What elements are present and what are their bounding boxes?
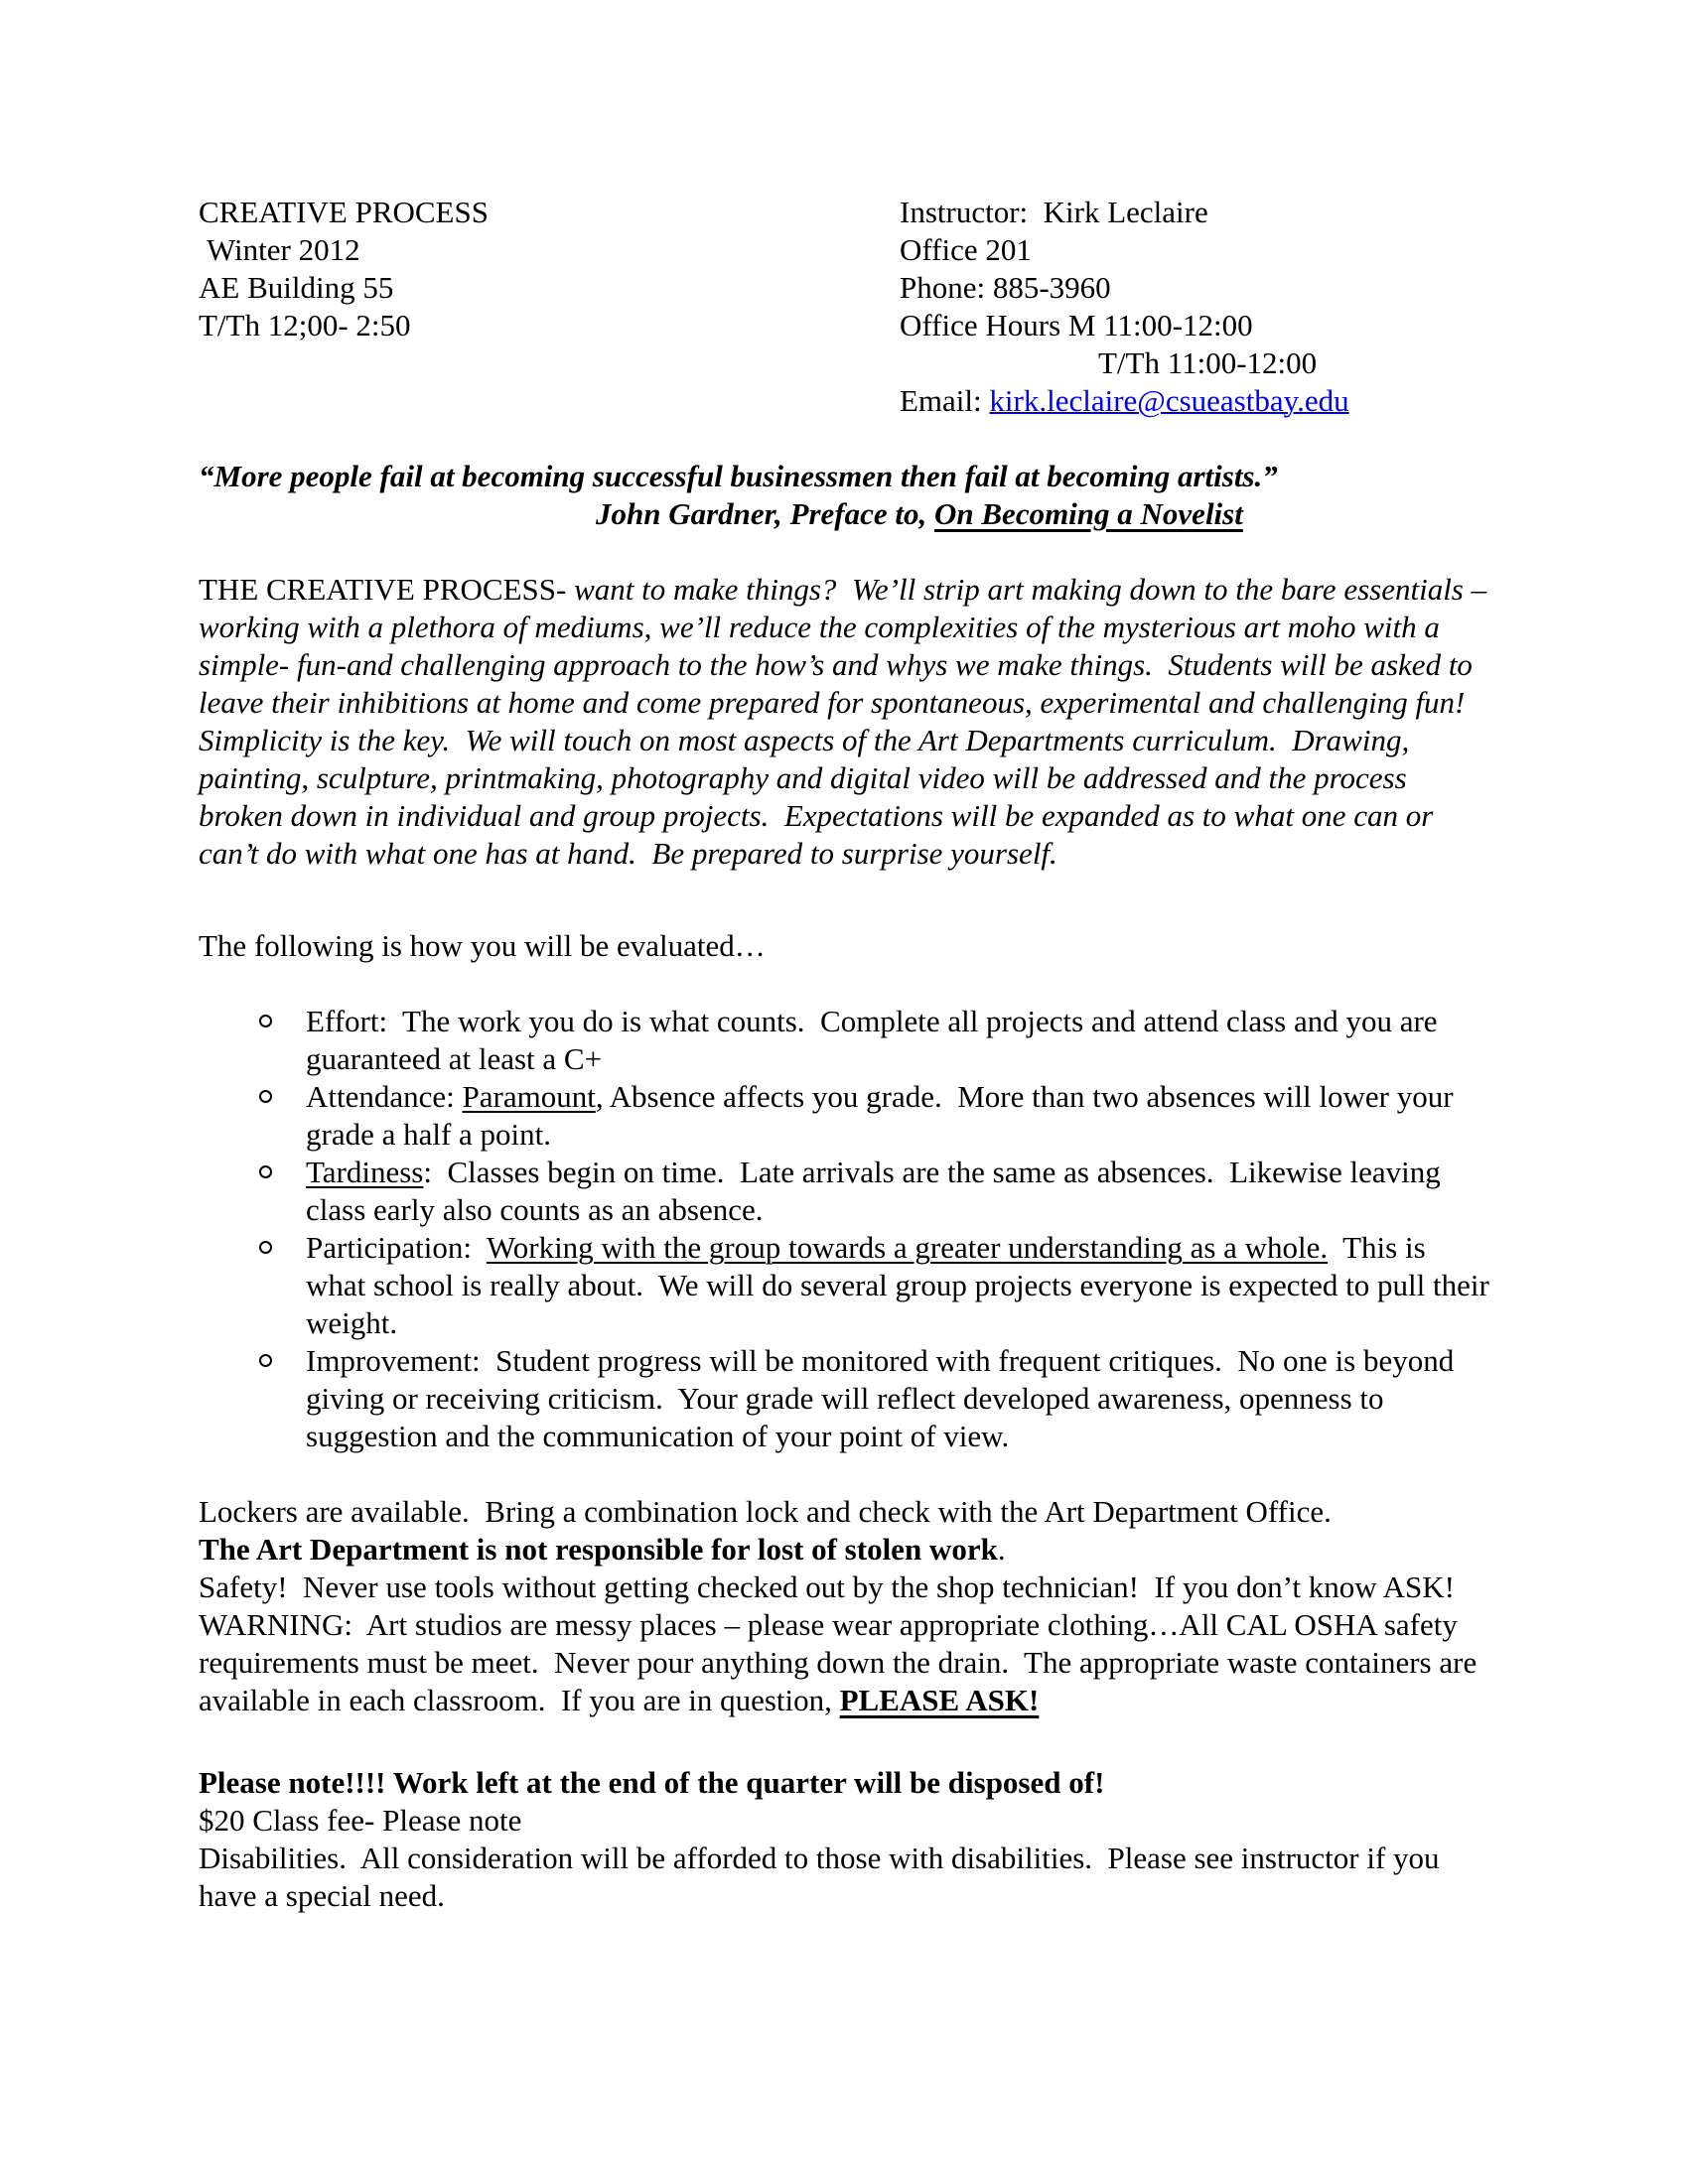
evaluation-intro: The following is how you will be evaluated…: [199, 928, 766, 963]
header-right: [900, 194, 1349, 420]
course-title: CREATIVE PROCESS: [199, 195, 489, 229]
responsibility-bold: The Art Department is not responsible for lost of stolen work: [199, 1532, 998, 1567]
please-ask-emphasis: PLEASE ASK!: [839, 1683, 1040, 1717]
header: [199, 194, 1489, 420]
header-left: [199, 194, 900, 344]
instructor-line: Instructor: Kirk Leclaire: [900, 195, 1208, 229]
term: Winter 2012: [207, 232, 360, 267]
safety-paragraph: [199, 1569, 1489, 1719]
responsibility-line: The Art Department is not responsible for lost of stolen work.: [199, 1532, 1006, 1567]
policies-section: [199, 1493, 1489, 1719]
disposal-notice: Please note!!!! Work left at the end of the quarter will be disposed of!: [199, 1765, 1105, 1800]
list-item-participation: Participation: Working with the group towards a greater understanding as a whole. This is what school is really about. We will do several group projects everyone is expected to pull their weight.: [306, 1229, 1489, 1342]
office-hours-line: Office Hours M 11:00-12:00: [900, 308, 1253, 342]
email-line: [900, 382, 1349, 420]
email-link[interactable]: kirk.leclaire@csueastbay.edu: [989, 383, 1349, 418]
email-label: Email:: [900, 383, 990, 418]
intro-paragraph: [199, 571, 1494, 873]
building: AE Building 55: [199, 270, 394, 305]
lockers-line: Lockers are available. Bring a combination lock and check with the Art Department Office.: [199, 1494, 1332, 1529]
notes-section: [199, 1764, 1489, 1915]
disabilities-line: Disabilities. All consideration will be afforded to those with disabilities. Please see instructor if you have a special need.: [199, 1841, 1448, 1913]
quote-block: [199, 458, 1489, 533]
list-item-improvement: Improvement: Student progress will be monitored with frequent critiques. No one is beyond giving or receiving criticism. Your grade will reflect developed awareness, openness to suggestion and the communication of your point of view.: [306, 1342, 1489, 1455]
intro-heading: THE CREATIVE PROCESS-: [199, 572, 567, 607]
page-content: [199, 194, 1497, 1915]
book-title: On Becoming a Novelist: [934, 496, 1243, 531]
quote-attribution: John Gardner, Preface to, On Becoming a Novelist: [596, 496, 1243, 531]
list-item-attendance: Attendance: Paramount, Absence affects you grade. More than two absences will lower your grade a half a point.: [306, 1078, 1489, 1154]
phone-line: Phone: 885-3960: [900, 270, 1111, 305]
circle-bullet-icon: [259, 1165, 272, 1178]
class-fee-line: $20 Class fee- Please note: [199, 1803, 522, 1838]
circle-bullet-icon: [259, 1090, 272, 1103]
evaluation-list: [199, 1003, 1497, 1455]
quote-line1: “More people fail at becoming successful businessmen then fail at becoming artists.”: [199, 459, 1278, 493]
safety-text: Safety! Never use tools without getting checked out by the shop technician! If you don’t know ASK! WARNING: Art studios are messy places – please wear appropriate clothing…All CAL OSHA safety requirements must be meet. Never pour anything down the drain. The appropriate waste containers are available in each classroom. If you are in question,: [199, 1570, 1484, 1717]
circle-bullet-icon: [259, 1354, 272, 1367]
list-item-tardiness: Tardiness: Classes begin on time. Late arrivals are the same as absences. Likewise leaving class early also counts as an absence.: [306, 1154, 1489, 1229]
class-time: T/Th 12;00- 2:50: [199, 308, 411, 342]
office-hours-line2: T/Th 11:00-12:00: [1098, 345, 1318, 380]
circle-bullet-icon: [259, 1241, 272, 1254]
intro-body: want to make things? We’ll strip art making down to the bare essentials – working with a plethora of mediums, we’ll reduce the complexities of the mysterious art moho with a simple- fun-and challenging approach to the how’s and whys we make things. Students will be asked to leave their inhibitions at home and come prepared for spontaneous, experimental and challenging fun! Simplicity is the key. We will touch on most aspects of the Art Departments curriculum. Drawing, painting, sculpture, printmaking, photography and digital video will be addressed and the process broken down in individual and group projects. Expectations will be expanded as to what one can or can’t do with what one has at hand. Be prepared to surprise yourself.: [199, 572, 1494, 871]
circle-bullet-icon: [259, 1015, 272, 1027]
office-line: Office 201: [900, 232, 1032, 267]
list-item-effort: Effort: The work you do is what counts. Complete all projects and attend class and you are guaranteed at least a C+: [306, 1003, 1489, 1078]
